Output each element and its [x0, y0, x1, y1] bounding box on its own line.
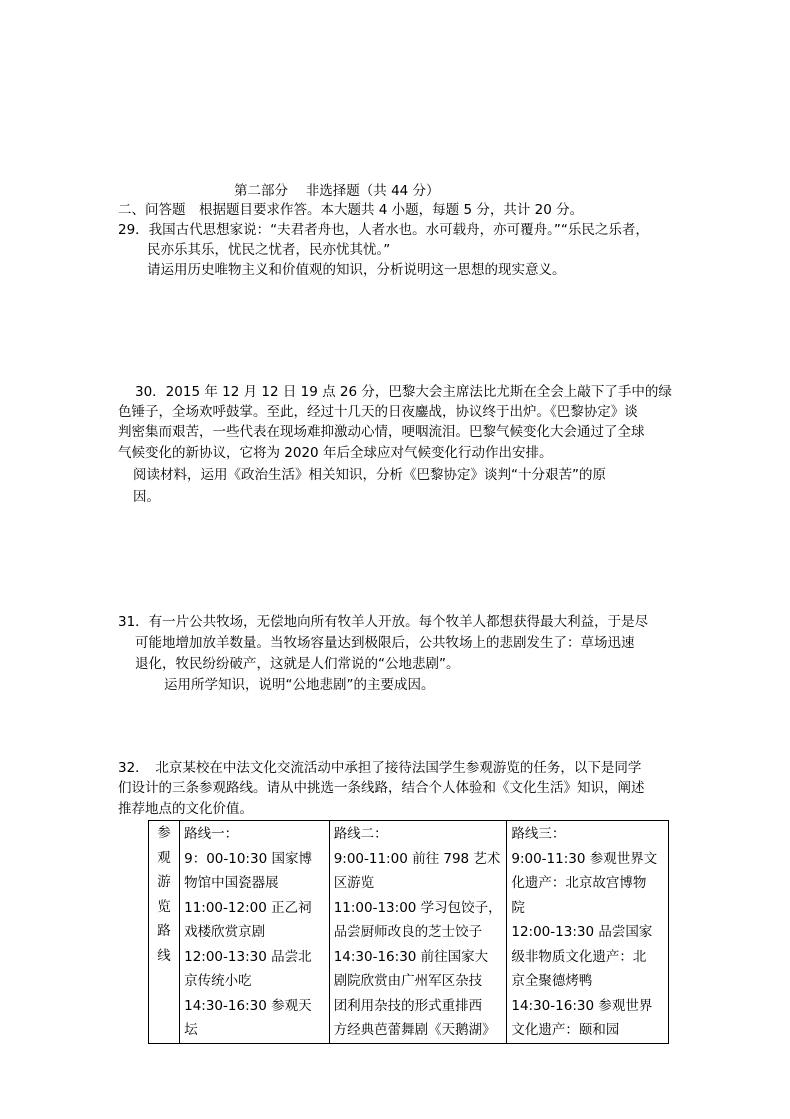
question-text: 民亦乐其乐，忧民之忧者，民亦忧其忧。”	[147, 242, 391, 258]
label-char: 线	[157, 947, 171, 964]
question-text: 30．2015 年 12 月 12 日 19 点 26 分，巴黎大会主席法比尤斯在全会上敲下了手中的绿	[135, 384, 672, 400]
route-line: 12:00-13:30 品尝北	[184, 948, 312, 965]
section-title: 第二部分 非选择题（共 44 分）	[234, 183, 440, 199]
route-two-cell	[329, 821, 507, 1044]
route-line: 品尝厨师改良的芝士饺子	[333, 924, 483, 940]
route-line: 团利用杂技的形式重排西	[333, 997, 483, 1014]
label-char: 观	[157, 849, 171, 866]
route-line: 剧院欣赏由广州军区杂技	[333, 973, 483, 989]
question-prompt: 阅读材料，运用《政治生活》相关知识，分析《巴黎协定》谈判“十分艰苦”的原	[133, 467, 606, 483]
question-text: 31．有一片公共牧场，无偿地向所有牧羊人开放。每个牧羊人都想获得最大利益，于是尽	[118, 614, 649, 630]
route-line: 京传统小吃	[184, 973, 252, 989]
route-line: 12:00-13:30 品尝国家	[511, 924, 653, 940]
question-prompt: 请运用历史唯物主义和价值观的知识，分析说明这一思想的现实意义。	[147, 262, 566, 278]
route-line: 14:30-16:30 前往国家大	[333, 948, 489, 965]
route-line: 9:00-11:30 参观世界文	[511, 850, 658, 867]
route-line: 11:00-12:00 正乙祠	[184, 899, 312, 916]
route-line: 坛	[184, 1022, 198, 1038]
route-line: 9：00-10:30 国家博	[184, 850, 312, 867]
question-prompt: 运用所学知识，说明“公地悲剧”的主要成因。	[164, 677, 435, 693]
route-line: 文化遗产：颐和园	[511, 1022, 620, 1038]
route-line: 院	[511, 899, 525, 916]
question-text: 29．我国古代思想家说：“夫君者舟也，人者水也。水可载舟，亦可覆舟。”“乐民之乐者，	[118, 222, 649, 238]
route-line: 区游览	[333, 875, 375, 891]
route-line: 14:30-16:30 参观世界	[511, 997, 653, 1014]
route-line: 级非物质文化遗产：北	[511, 948, 647, 965]
question-prompt: 因。	[133, 489, 160, 505]
route-three-cell	[507, 821, 669, 1044]
route-line: 化遗产：北京故宫博物	[511, 875, 647, 891]
route-line: 戏楼欣赏京剧	[184, 924, 266, 940]
route-line: 路线二：	[333, 826, 388, 842]
route-line: 物馆中国瓷器展	[184, 875, 279, 891]
question-text: 色锤子，全场欢呼鼓掌。至此，经过十几天的日夜鏖战，协议终于出炉。《巴黎协定》谈	[118, 404, 638, 420]
question-text: 退化，牧民纷纷破产，这就是人们常说的“公地悲剧”。	[135, 656, 460, 672]
route-line: 京全聚德烤鸭	[511, 973, 593, 989]
label-char: 路	[157, 923, 171, 939]
question-text: 气候变化的新协议，它将为 2020 年后全球应对气候变化行动作出安排。	[118, 445, 553, 461]
instructions: 二、问答题 根据题目要求作答。本大题共 4 小题，每题 5 分，共计 20 分。	[118, 202, 584, 218]
label-char: 览	[157, 898, 171, 915]
route-line: 9:00-11:00 前往 798 艺术	[333, 850, 501, 867]
route-line: 路线三：	[511, 826, 566, 842]
question-text: 32． 北京某校在中法文化交流活动中承担了接待法国学生参观游览的任务，以下是同学	[118, 760, 642, 776]
route-line: 11:00-13:00 学习包饺子，	[333, 899, 502, 916]
table-label-cell	[149, 821, 180, 1044]
label-char: 参	[157, 825, 171, 841]
route-line: 路线一：	[184, 826, 239, 842]
question-text: 可能地增加放羊数量。当牧场容量达到极限后，公共牧场上的悲剧发生了：草场迅速	[135, 635, 635, 651]
routes-table	[148, 820, 669, 1044]
route-line: 方经典芭蕾舞剧《天鹅湖》	[333, 1022, 496, 1038]
question-text: 判密集而艰苦，一些代表在现场难抑激动心情，哽咽流泪。巴黎气候变化大会通过了全球	[118, 424, 645, 440]
label-char: 游	[157, 874, 171, 890]
route-one-cell	[180, 821, 330, 1044]
route-line: 14:30-16:30 参观天	[184, 997, 312, 1014]
question-text: 们设计的三条参观路线。请从中挑选一条线路，结合个人体验和《文化生活》知识，阐述	[118, 780, 645, 796]
question-text: 推荐地点的文化价值。	[118, 801, 253, 817]
